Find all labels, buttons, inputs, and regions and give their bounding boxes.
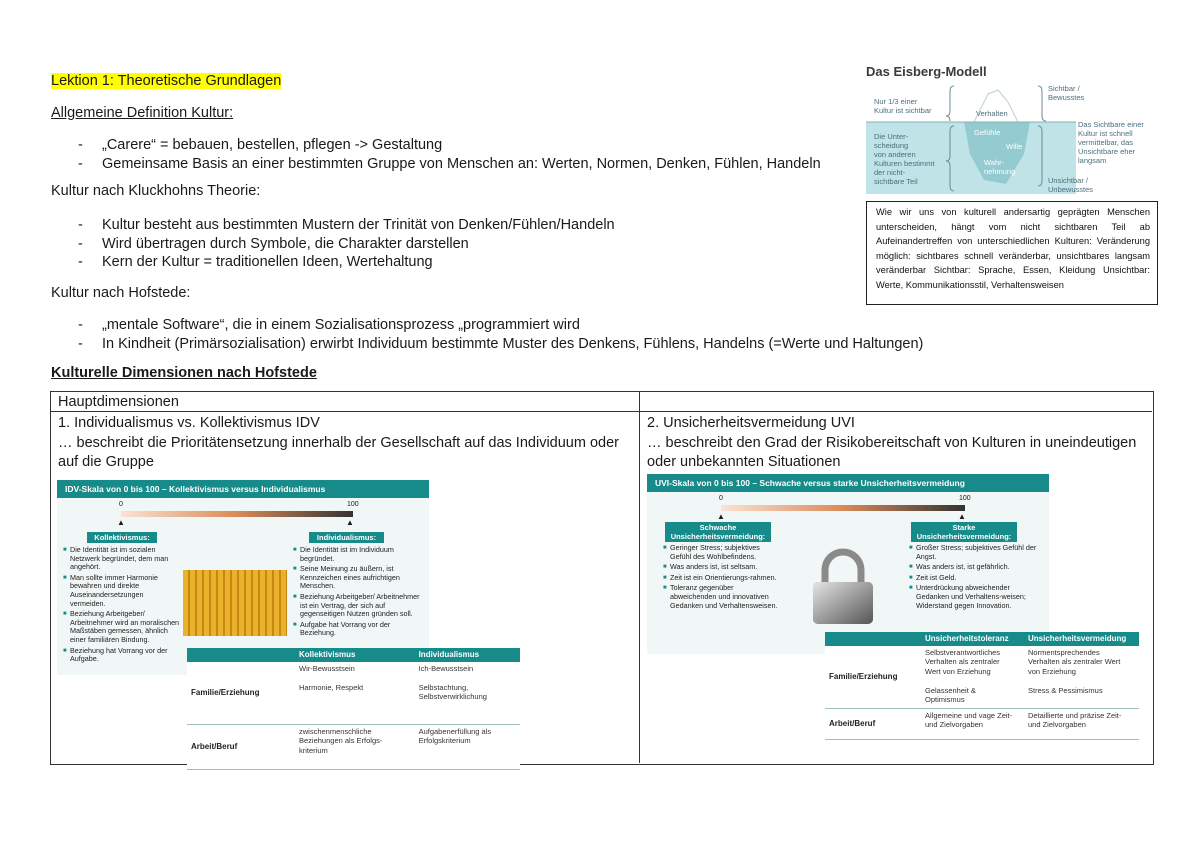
definition-list	[51, 136, 821, 173]
scale-arrow-icon: ▲	[958, 512, 966, 521]
iceberg-label-verhalten: Verhalten	[976, 109, 1008, 118]
idv-right-tag: Individualismus:	[309, 532, 384, 543]
uvi-left-points: ■ Geringer Stress; subjektives Gefühl des Wohlbefindens. ■ Was anders ist, ist seltsam. ■ Zeit ist ein Orientierungs-rahmen. ■ Toleranz gegenüber abweichenden und innovativen Gedanken und Verhaltensweisen.	[663, 544, 781, 612]
iceberg-left-bottom: Die Unter- scheidung von anderen Kulturen bestimmt der nicht- sichtbare Teil	[874, 132, 935, 186]
pencils-image	[183, 570, 287, 636]
lesson-title: Lektion 1: Theoretische Grundlagen	[51, 73, 282, 89]
iceberg-title: Das Eisberg-Modell	[866, 64, 987, 79]
idv-max: 100	[347, 501, 359, 508]
uvi-left-tag: Schwache Unsicherheitsvermeidung:	[665, 522, 771, 542]
idv-scale-graphic	[57, 480, 429, 675]
iceberg-right-mid: Das Sichtbare einer Kultur ist schnell vermittelbar, das Unsichtbare eher langsam	[1078, 120, 1144, 165]
table-header: Hauptdimensionen	[58, 394, 179, 410]
iceberg-note: Wie wir uns von kulturell andersartig geprägten Menschen unterscheiden, hängt vom nicht sichtbaren Teil ab Aufeinandertreffen von unterschiedlichen Kulturen: Veränderung möglich: sichtbares schnell veränderbar, unsichtbares langsam veränderbar Sichtbar: Sprache, Essen, Kleidung Unsichtbar: Werte, Kommunikationsstil, Verhaltensweisen	[866, 201, 1158, 305]
padlock-icon	[787, 548, 897, 628]
uvi-right-points: ■ Großer Stress; subjektives Gefühl der Angst. ■ Was anders ist, ist gefährlich. ■ Zeit ist Geld. ■ Unterdrückung abweichender Gedanken und Verhaltens-weisen; Widerstand gegen Innovation.	[909, 544, 1045, 612]
idv-scale-header: IDV-Skala von 0 bis 100 – Kollektivismus versus Individualismus	[57, 480, 429, 498]
uvi-description: … beschreibt den Grad der Risikobereitschaft von Kulturen in uneindeutigen oder unbekannten Situationen	[647, 435, 1137, 470]
kluckhohn-heading: Kultur nach Kluckhohns Theorie:	[51, 183, 261, 199]
list-item: - Wird übertragen durch Symbole, die Charakter darstellen	[51, 235, 615, 254]
iceberg-label-wahrnehmung: Wahr- nehmung	[984, 158, 1016, 176]
idv-left-points: ■ Die Identität ist im sozialen Netzwerk begründet, dem man angehört. ■ Man sollte immer Harmonie bewahren und direkte Auseinandersetzungen vermeiden. ■ Beziehung Arbeitgeber/ Arbeitnehmer wird an moralischen Maßstäben gemessen, ähnlich einer familiären Bindung. ■ Beziehung hat Vorrang vor der Aufgabe.	[63, 546, 181, 666]
list-item: - Kultur besteht aus bestimmten Mustern der Trinität von Denken/Fühlen/Handeln	[51, 216, 615, 235]
kluckhohn-list	[51, 216, 615, 272]
iceberg-right-top: Sichtbar / Bewusstes	[1048, 84, 1085, 102]
uvi-comparison-table: Unsicherheitstoleranz Unsicherheitsvermeidung Familie/Erziehung Selbstverantwortliches Verhalten als zentraler Wert von Erziehung Gelassenheit & Optimismus Normentsprechendes Verhalten als zentraler Wert von Erziehung Stress & Pessimismus Arbeit/Beruf Allgemeine und vage Zeit- und Zielvorgaben Detaillierte und präzise Zeit- und Zielvorgaben	[825, 632, 1139, 740]
uvi-scale-header: UVI-Skala von 0 bis 100 – Schwache versus starke Unsicherheitsvermeidung	[647, 474, 1049, 492]
hofstede-heading: Kultur nach Hofstede:	[51, 285, 191, 301]
uvi-scale-graphic	[647, 474, 1049, 654]
uvi-max: 100	[959, 495, 971, 502]
idv-min: 0	[119, 501, 123, 508]
iceberg-right-bottom: Unsichtbar / Unbewusstes	[1048, 176, 1094, 194]
list-item: - In Kindheit (Primärsozialisation) erwirbt Individuum bestimmte Muster des Denkens, Fühlens, Handelns (=Werte und Haltungen)	[51, 335, 923, 354]
iceberg-left-top: Nur 1/3 einer Kultur ist sichtbar	[874, 97, 932, 115]
iceberg-label-gefuehle: Gefühle	[974, 128, 1001, 137]
dimensions-table	[50, 391, 1154, 765]
scale-arrow-icon: ▲	[346, 518, 354, 527]
iceberg-label-wille: Wille	[1006, 142, 1023, 151]
idv-comparison-table: Kollektivismus Individualismus Familie/Erziehung Wir-Bewusstsein Harmonie, Respekt Ich-Bewusstsein Selbstachtung, Selbstverwirklichung Arbeit/Beruf zwischenmenschliche Beziehungen als Erfolgs- kriterium Aufgabenerfüllung als Erfolgskriterium	[187, 648, 520, 770]
definition-heading: Allgemeine Definition Kultur:	[51, 105, 234, 121]
scale-arrow-icon: ▲	[117, 518, 125, 527]
uvi-right-tag: Starke Unsicherheitsvermeidung:	[911, 522, 1017, 542]
scale-arrow-icon: ▲	[717, 512, 725, 521]
list-item: - „Carere“ = bebauen, bestellen, pflegen -> Gestaltung	[51, 136, 821, 155]
list-item: - Kern der Kultur = traditionellen Ideen, Wertehaltung	[51, 253, 615, 272]
idv-title: 1. Individualismus vs. Kollektivismus IDV	[58, 415, 320, 431]
dimensions-heading: Kulturelle Dimensionen nach Hofstede	[51, 365, 317, 381]
list-item: - „mentale Software“, die in einem Sozialisationsprozess „programmiert wird	[51, 316, 923, 335]
hofstede-list	[51, 316, 923, 353]
iceberg-figure	[866, 62, 1156, 197]
uvi-title: 2. Unsicherheitsvermeidung UVI	[647, 415, 855, 431]
idv-right-points: ■ Die Identität ist im Individuum begründet. ■ Seine Meinung zu äußern, ist Kennzeichen eines aufrichtigen Menschen. ■ Beziehung Arbeitgeber/ Arbeitnehmer ist ein Vertrag, der sich auf gegenseitigen Nutzen gründen soll. ■ Aufgabe hat Vorrang vor der Beziehung.	[293, 546, 425, 640]
idv-description: … beschreibt die Prioritätensetzung innerhalb der Gesellschaft auf das Individuum oder auf die Gruppe	[58, 435, 619, 470]
idv-left-tag: Kollektivismus:	[87, 532, 157, 543]
uvi-scale-bar	[721, 505, 965, 511]
idv-scale-bar	[121, 511, 353, 517]
list-item: - Gemeinsame Basis an einer bestimmten Gruppe von Menschen an: Werten, Normen, Denken, Fühlen, Handeln	[51, 155, 821, 174]
uvi-min: 0	[719, 495, 723, 502]
